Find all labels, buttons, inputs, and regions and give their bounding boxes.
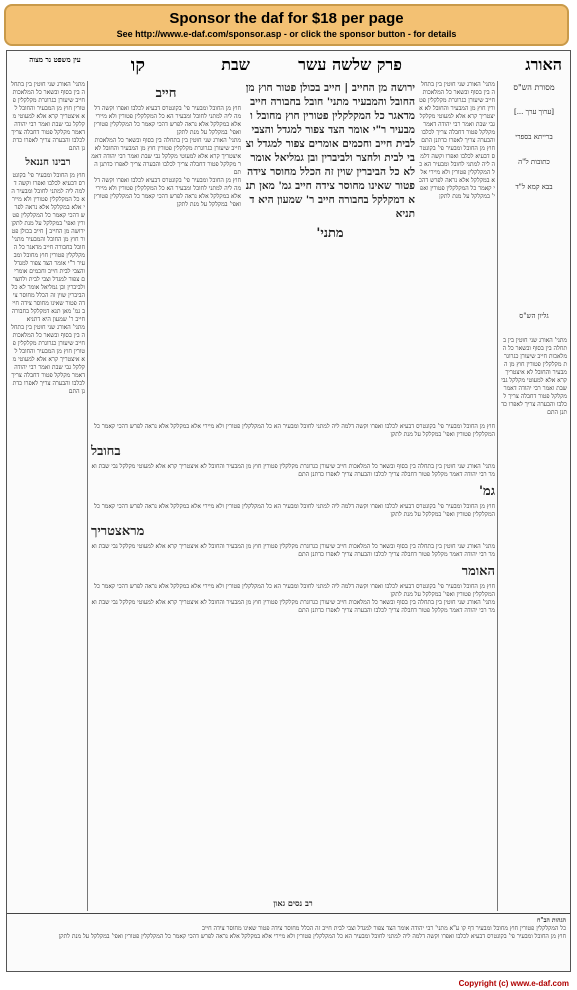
margin-note-4: בבא קמא ל"ד — [515, 183, 553, 191]
bottom-notes — [11, 917, 566, 957]
gemara-text: ירושה מן החייב | חייב בכולן פטור חוץ מן החובל והמבעיר מתני' חובל בחבורה חייב מדאגר כל המקלקלין פטורין חוץ מחובל ומבעיר ר"י אומר הצד צפור למגדל והצבי לבית חייב וחכמים אומרים צפור למגדל וצבי לבית ולחצר ולביברין ובן גמליאל אומר לא כל הביברין שוין זה הכלל מחוסר צידה פטור שאינו מחוסר צידה חייב גמ' מאן תנא דמקלקל בחבורה חייב ר' שמעון היא דתניא — [245, 82, 415, 220]
margin-note-3: כתובות ל"ה — [518, 158, 550, 166]
gilyon-text: מתני' האורג שני חוטין בין בתחלה בין בסוף ובשאר כל המלאכות חייב שיעורן כגרוגרת מקלקלין פטורין חוץ מן המבעיר והחובל לא איצטריך קרא אלא למעוטי מקלקל גבי שבת ואמר רבי יהודה דאמר מקלקל פטור דחבלה צריך לכלבו והבערה צריך לאפרו כדתנן התם — [501, 337, 567, 416]
lower-rashi-text-2: מתני' האורג שני חוטין בין בתחלה בין בסוף ובשאר כל המלאכות חייב שיעורן כגרוגרת מקלקלין פטורין חוץ מן המבעיר והחובל לא איצטריך קרא אלא למעוטי מקלקל גבי שבת ואמר רבי יהודה דאמר מקלקל פטור דחבלה צריך לכלבו והבערה צריך לאפרו כדתנן התם — [91, 543, 495, 558]
lower-tosafot-text-3: חוץ מן החובל ומבעיר פי' בקונטרס דבעיא לכלבו ואפרו וקשה דלמה ליה למתני לחובל ומבעיר הא כל המקלקלין פטורין ולא מיירי אלא במקלקל אלא נראה לפרש דהכי קאמר כל המקלקלין פטורין ואפי' במקלקל על מנת לתקן — [94, 583, 495, 598]
rashi-text-2: חוץ מן החובל ומבעיר פי' בקונטרס דבעיא לכלבו ואפרו וקשה דלמה ליה למתני לחובל ומבעיר הא כל המקלקלין פטורין ולא מיירי אלא במקלקל אלא נראה לפרש דהכי קאמר כל המקלקלין פטורין ואפי' במקלקל על מנת לתקן — [419, 145, 495, 200]
copyright-link[interactable]: Copyright (c) www.e-daf.com — [458, 979, 569, 988]
right-margin-column — [501, 81, 567, 911]
lower-rashi-text-3: מתני' האורג שני חוטין בין בתחלה בין בסוף ובשאר כל המלאכות חייב שיעורן כגרוגרת מקלקלין פטורין חוץ מן המבעיר והחובל לא איצטריך קרא אלא למעוטי מקלקל גבי שבת ואמר רבי יהודה דאמר מקלקל פטור דחבלה צריך לכלבו והבערה צריך לאפרו כדתנן התם — [91, 599, 495, 614]
mishnah-marker: מתני' — [316, 226, 344, 241]
sponsor-banner[interactable] — [4, 4, 569, 46]
bottom-notes-heading: הגהות הב"ח — [536, 917, 566, 924]
bottom-notes-text: כל המקלקלין פטורין חוץ מחובל ומבעיר דף קו ע"א מתני' רבי יהודה אומר הצד צפור למגדל וצבי לבית חייב זה הכלל מחוסר צידה פטור שאינו מחוסר צידה חייב — [202, 925, 566, 932]
section-label-gemara: גמ' — [479, 484, 495, 499]
rav-nissim-label-wrap — [91, 899, 495, 911]
section-label-bchovel: בחובל — [91, 444, 121, 459]
lower-tosafot-text-2: חוץ מן החובל ומבעיר פי' בקונטרס דבעיא לכלבו ואפרו וקשה דלמה ליה למתני לחובל ומבעיר הא כל המקלקלין פטורין ולא מיירי אלא במקלקל אלא נראה לפרש דהכי קאמר כל המקלקלין פטורין ואפי' במקלקל על מנת לתקן — [94, 503, 495, 518]
column-divider — [87, 81, 88, 911]
margin-top-heading: עין משפט נר מצוה — [29, 55, 81, 64]
rabbeinu-chananel-text-2: ירושה מן החייב | חייב בכולן פטור חוץ מן החובל והמבעיר מתני' חובל בחבורה חייב מדאגר כל המקלקלין פטורין חוץ מחובל ומבעיר ר"י אומר הצד צפור למגדל והצבי לבית חייב וחכמים אומרים צפור למגדל וצבי לבית ולחצר ולביברין ובן גמליאל אומר לא כל הביברין שוין זה הכלל מחוסר צידה פטור שאינו מחוסר צידה חייב גמ' מאן תנא דמקלקל בחבורה חייב ר' שמעון היא דתניא — [11, 228, 85, 323]
rav-nissim-label: רב נסים גאון — [273, 899, 313, 908]
section-label-haomer: האומר — [461, 564, 495, 579]
sponsor-subtitle[interactable]: See http://www.e-daf.com/sponsor.asp - or click the sponsor button - for details — [116, 29, 457, 39]
tosafot-text-3: חוץ מן החובל ומבעיר פי' בקונטרס דבעיא לכלבו ואפרו וקשה דלמה ליה למתני לחובל ומבעיר הא כל המקלקלין פטורין ולא מיירי אלא במקלקל אלא נראה לפרש דהכי קאמר כל המקלקלין פטורין ואפי' במקלקל על מנת לתקן — [93, 177, 241, 208]
lower-rashi-text: מתני' האורג שני חוטין בין בתחלה בין בסוף ובשאר כל המלאכות חייב שיעורן כגרוגרת מקלקלין פטורין חוץ מן המבעיר והחובל לא איצטריך קרא אלא למעוטי מקלקל גבי שבת ואמר רבי יהודה דאמר מקלקל פטור דחבלה צריך לכלבו והבערה צריך לאפרו כדתנן התם — [91, 463, 495, 478]
margin-note-5: גליון הש"ס — [519, 312, 549, 320]
margin-note-1: [ערוך ערך ...] — [513, 108, 555, 116]
column-divider — [497, 81, 498, 911]
section-label-mitztarich: מראצטריך — [91, 524, 145, 539]
tractate-name: שבת — [221, 55, 250, 74]
main-text-column — [245, 81, 415, 421]
tosafot-column — [91, 81, 241, 421]
rabbeinu-chananel-text: חוץ מן החובל ומבעיר פי' בקונטרס דבעיא לכלבו ואפרו וקשה דלמה ליה למתני לחובל ומבעיר הא כל המקלקלין פטורין ולא מיירי אלא במקלקל אלא נראה לפרש דהכי קאמר כל המקלקלין פטורין ואפי' במקלקל על מנת לתקן — [11, 172, 85, 227]
rabbeinu-chananel-heading: רבינו חננאל — [25, 157, 71, 168]
rabbeinu-chananel-text-3: מתני' האורג שני חוטין בין בתחלה בין בסוף ובשאר כל המלאכות חייב שיעורן כגרוגרת מקלקלין פטורין חוץ מן המבעיר והחובל לא איצטריך קרא אלא למעוטי מקלקל גבי שבת ואמר רבי יהודה דאמר מקלקל פטור דחבלה צריך לכלבו והבערה צריך לאפרו כדתנן התם — [11, 324, 85, 395]
sponsor-title[interactable]: Sponsor the daf for $18 per page — [169, 10, 404, 27]
bottom-notes-text-2: חוץ מן החובל ומבעיר פי' בקונטרס דבעיא לכלבו ואפרו וקשה דלמה ליה למתני לחובל ומבעיר הא כל המקלקלין פטורין ולא מיירי אלא במקלקל אלא נראה לפרש דהכי קאמר כל המקלקלין פטורין ואפי' במקלקל על מנת לתקן — [58, 933, 566, 940]
chapter-label: פרק שלשה עשר — [298, 55, 402, 74]
tosafot-text: חוץ מן החובל ומבעיר פי' בקונטרס דבעיא לכלבו ואפרו וקשה דלמה ליה למתני לחובל ומבעיר הא כל המקלקלין פטורין ולא מיירי אלא במקלקל אלא נראה לפרש דהכי קאמר כל המקלקלין פטורין ואפי' במקלקל על מנת לתקן — [93, 105, 241, 136]
lower-commentary — [91, 423, 495, 863]
page-number: קו — [130, 55, 145, 76]
footer-divider — [7, 913, 570, 914]
lower-tosafot-text: חוץ מן החובל ומבעיר פי' בקונטרס דבעיא לכלבו ואפרו וקשה דלמה ליה למתני לחובל ומבעיר הא כל המקלקלין פטורין ולא מיירי אלא במקלקל אלא נראה לפרש דהכי קאמר כל המקלקלין פטורין ואפי' במקלקל על מנת לתקן — [94, 423, 495, 438]
talmud-page — [6, 50, 571, 972]
left-margin-column — [11, 81, 85, 911]
masoret-heading: מסורת הש"ס — [513, 83, 555, 92]
rashi-text: מתני' האורג שני חוטין בין בתחלה בין בסוף ובשאר כל המלאכות חייב שיעורן כגרוגרת מקלקלין פטורין חוץ מן המבעיר והחובל לא איצטריך קרא אלא למעוטי מקלקל גבי שבת ואמר רבי יהודה דאמר מקלקל פטור דחבלה צריך לכלבו והבערה צריך לאפרו כדתנן התם — [419, 81, 495, 144]
ein-mishpat-text: מתני' האורג שני חוטין בין בתחלה בין בסוף ובשאר כל המלאכות חייב שיעורן כגרוגרת מקלקלין פטורין חוץ מן המבעיר והחובל לא איצטריך קרא אלא למעוטי מקלקל גבי שבת ואמר רבי יהודה דאמר מקלקל פטור דחבלה צריך לכלבו והבערה צריך לאפרו כדתנן התם — [11, 81, 85, 152]
margin-note-2: ברייתא בספרי — [515, 133, 553, 141]
chapter-name: האורג — [525, 55, 562, 74]
tosafot-text-2: מתני' האורג שני חוטין בין בתחלה בין בסוף ובשאר כל המלאכות חייב שיעורן כגרוגרת מקלקלין פטורין חוץ מן המבעיר והחובל לא איצטריך קרא אלא למעוטי מקלקל גבי שבת ואמר רבי יהודה דאמר מקלקל פטור דחבלה צריך לכלבו והבערה צריך לאפרו כדתנן התם — [91, 137, 241, 176]
lead-word: חייב — [155, 86, 177, 101]
rashi-column — [419, 81, 495, 421]
